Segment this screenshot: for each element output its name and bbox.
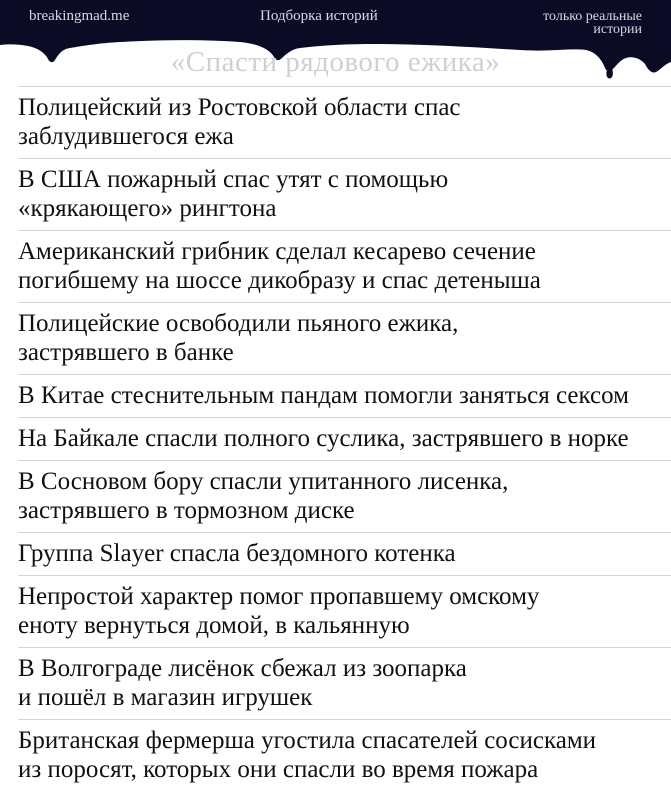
story-item[interactable]: В Китае стеснительным пандам помогли заняться сексом bbox=[18, 374, 671, 417]
story-item[interactable]: В США пожарный спас утят с помощью «крякающего» рингтона bbox=[18, 158, 671, 230]
story-item[interactable]: Непростой характер помог пропавшему омскому еноту вернуться домой, в кальянную bbox=[18, 575, 671, 647]
story-item[interactable]: Полицейские освободили пьяного ежика, застрявшего в банке bbox=[18, 302, 671, 374]
story-item[interactable]: Британская фермерша угостила спасателей сосисками из поросят, которых они спасли во время пожара bbox=[18, 719, 671, 791]
tagline: только реальные истории bbox=[543, 9, 642, 37]
story-item[interactable]: На Байкале спасли полного суслика, застрявшего в норке bbox=[18, 417, 671, 460]
story-item[interactable]: Группа Slayer спасла бездомного котенка bbox=[18, 532, 671, 575]
page-title: «Спасти рядового ежика» bbox=[170, 46, 501, 78]
section-name: Подборка историй bbox=[260, 8, 378, 24]
story-list bbox=[18, 86, 671, 791]
story-item[interactable]: В Сосновом бору спасли упитанного лисенка, застрявшего в тормозном диске bbox=[18, 460, 671, 532]
story-item[interactable]: Полицейский из Ростовской области спас заблудившегося ежа bbox=[18, 86, 671, 158]
site-name[interactable]: breakingmad.me bbox=[29, 8, 130, 24]
story-item[interactable]: В Волгограде лисёнок сбежал из зоопарка и пошёл в магазин игрушек bbox=[18, 647, 671, 719]
story-item[interactable]: Американский грибник сделал кесарево сечение погибшему на шоссе дикобразу и спас детеныша bbox=[18, 230, 671, 302]
